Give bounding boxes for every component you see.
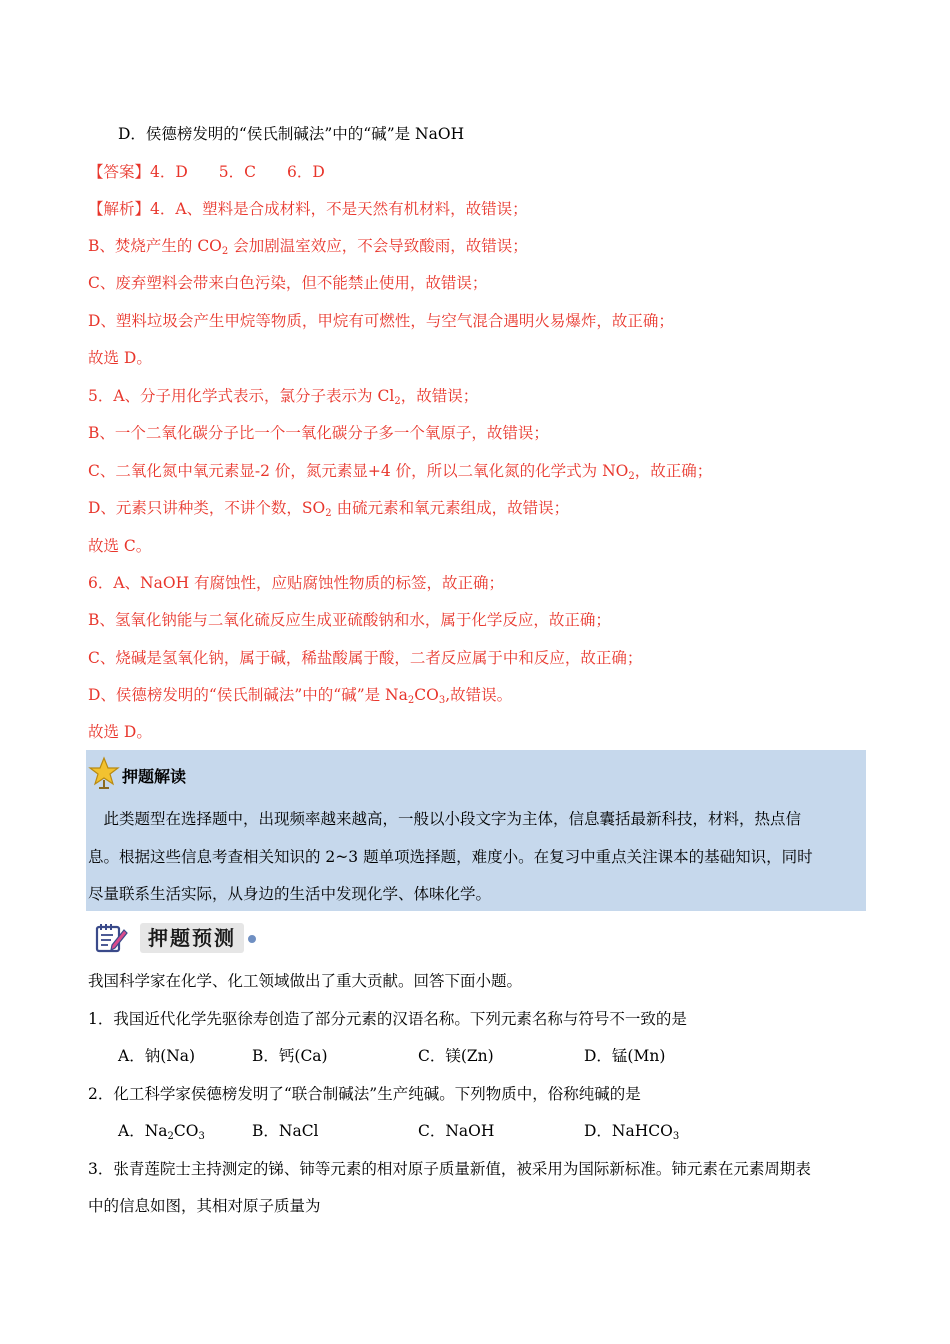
analysis-line-11: 6．A、NaOH 有腐蚀性，应贴腐蚀性物质的标签，故正确； — [88, 574, 505, 592]
q2-option-a — [118, 1121, 205, 1141]
analysis-line-2 — [88, 236, 528, 256]
answer-line — [88, 162, 325, 182]
subscript: 2 — [394, 396, 401, 407]
text: ,故错误。 — [445, 686, 513, 704]
analysis-line-4: D、塑料垃圾会产生甲烷等物质，甲烷有可燃性，与空气混合遇明火易爆炸，故正确； — [88, 312, 674, 330]
q1-option-c: C．镁(Zn) — [418, 1047, 494, 1065]
text: D、元素只讲种类，不讲个数，SO — [88, 499, 326, 517]
analysis-line-6 — [88, 386, 478, 406]
text: CO — [414, 686, 439, 704]
title-dot-icon — [248, 935, 256, 943]
subscript: 2 — [325, 508, 332, 519]
subscript: 2 — [628, 471, 635, 482]
subscript: 3 — [672, 1131, 680, 1142]
q2-option-d — [584, 1121, 679, 1141]
text: 会加剧温室效应，不会导致酸雨，故错误； — [228, 237, 528, 255]
answer-text: 4．D 5．C 6．D — [150, 163, 325, 181]
q1-option-a: A．钠(Na) — [118, 1047, 196, 1065]
text: D、侯德榜发明的“侯氏制碱法”中的“碱”是 Na — [88, 686, 408, 704]
subscript: 3 — [438, 695, 446, 706]
option-d-text: D．侯德榜发明的“侯氏制碱法”中的“碱”是 NaOH — [118, 125, 465, 143]
text: ，故正确； — [634, 462, 713, 480]
text: D．NaHCO — [584, 1122, 673, 1140]
analysis-line-13: C、烧碱是氢氧化钠，属于碱，稀盐酸属于酸，二者反应属于中和反应，故正确； — [88, 649, 643, 667]
analysis-line-9 — [88, 498, 569, 518]
text: B、焚烧产生的 CO — [88, 237, 222, 255]
q2-option-b: B．NaCl — [252, 1122, 319, 1140]
analysis-line-3: C、废弃塑料会带来白色污染，但不能禁止使用，故错误； — [88, 274, 488, 292]
subscript: 3 — [198, 1131, 205, 1142]
analysis-line-8 — [88, 461, 712, 481]
analysis-line-7: B、一个二氧化碳分子比一个一氧化碳分子多一个氧原子，故错误； — [88, 424, 549, 442]
text: A．Na — [118, 1122, 168, 1140]
analysis-line-1 — [88, 199, 528, 219]
q2-option-c: C．NaOH — [418, 1122, 495, 1140]
notepad-pencil-icon — [94, 922, 128, 954]
text: 由硫元素和氧元素组成，故错误； — [331, 499, 570, 517]
interpretation-text-3: 尽量联系生活实际，从身边的生活中发现化学、体味化学。 — [88, 885, 492, 903]
prediction-intro: 我国科学家在化学、化工领域做出了重大贡献。回答下面小题。 — [88, 972, 523, 990]
text: 5．A、分子用化学式表示，氯分子表示为 Cl — [88, 387, 395, 405]
analysis-line-5: 故选 D。 — [88, 349, 152, 367]
analysis-tag: 【解析】 — [88, 200, 151, 218]
question-1: 1．我国近代化学先驱徐寿创造了部分元素的汉语名称。下列元素名称与符号不一致的是 — [88, 1010, 687, 1028]
interpretation-text-1: 此类题型在选择题中，出现频率越来越高，一般以小段文字为主体，信息囊括最新科技，材料，热点信 — [88, 810, 802, 828]
analysis-line-14 — [88, 685, 512, 705]
answer-tag: 【答案】 — [88, 163, 151, 181]
analysis-line-15: 故选 D。 — [88, 723, 152, 741]
text: ，故错误； — [400, 387, 479, 405]
interpretation-title: 押题解读 — [122, 767, 187, 786]
analysis-line-10: 故选 C。 — [88, 537, 152, 555]
text: C、二氧化氮中氧元素显-2 价，氮元素显+4 价，所以二氧化氮的化学式为 NO — [88, 462, 629, 480]
subscript: 2 — [221, 246, 229, 257]
analysis-text: 4．A、塑料是合成材料，不是天然有机材料，故错误； — [150, 200, 528, 218]
interpretation-text-2: 息。根据这些信息考查相关知识的 2~3 题单项选择题，难度小。在复习中重点关注课本的基础知识，同时 — [88, 848, 813, 866]
question-3-line-1: 3．张青莲院士主持测定的锑、铈等元素的相对原子质量新值，被采用为国际新标准。铈元素在元素周期表 — [88, 1160, 811, 1178]
subscript: 2 — [167, 1131, 174, 1142]
question-2: 2．化工科学家侯德榜发明了“联合制碱法”生产纯碱。下列物质中，俗称纯碱的是 — [88, 1085, 641, 1103]
subscript: 2 — [407, 695, 415, 706]
text: CO — [173, 1122, 199, 1140]
star-icon — [88, 756, 120, 790]
prediction-title: 押题预测 — [140, 923, 244, 953]
question-3-line-2: 中的信息如图，其相对原子质量为 — [88, 1197, 321, 1215]
q1-option-b: B．钙(Ca) — [252, 1047, 328, 1065]
analysis-line-12: B、氢氧化钠能与二氧化硫反应生成亚硫酸钠和水，属于化学反应，故正确； — [88, 611, 611, 629]
q1-option-d: D．锰(Mn) — [584, 1047, 666, 1065]
